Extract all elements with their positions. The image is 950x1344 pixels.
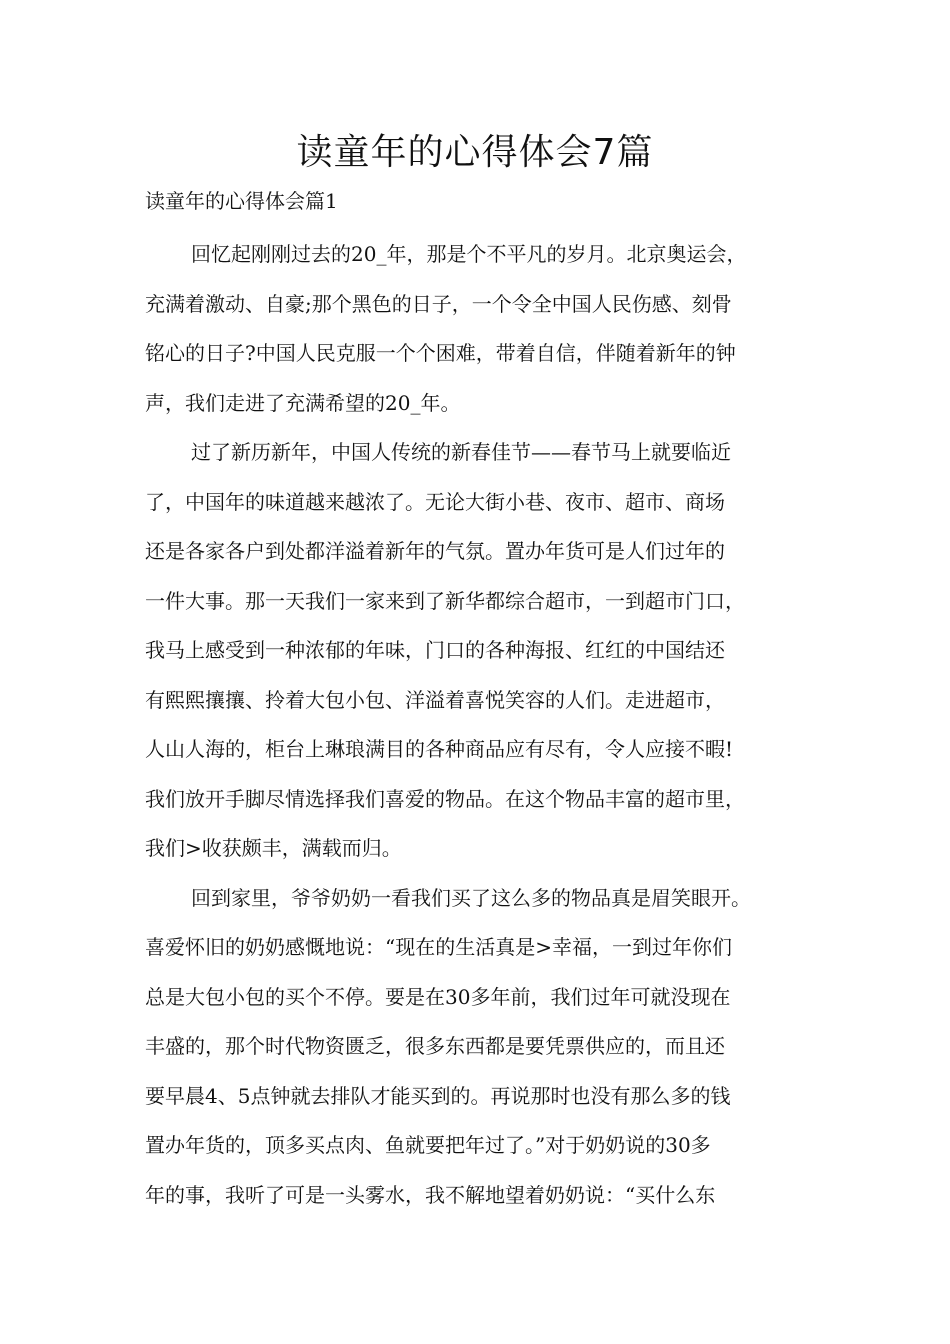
section-heading: 读童年的心得体会篇1 xyxy=(145,189,338,213)
paragraph-line: 丰盛的，那个时代物资匮乏，很多东西都是要凭票供应的，而且还 xyxy=(145,1034,725,1058)
paragraph-3 xyxy=(145,874,835,1221)
paragraph-line: 置办年货的，顶多买点肉、鱼就要把年过了。”对于奶奶说的30多 xyxy=(145,1133,711,1157)
document-title: 读童年的心得体会7篇 xyxy=(296,132,654,173)
paragraph-line: 人山人海的，柜台上琳琅满目的各种商品应有尽有，令人应接不暇! xyxy=(145,737,734,761)
paragraph-line: 了，中国年的味道越来越浓了。无论大街小巷、夜市、超市、商场 xyxy=(145,489,725,514)
paragraph-line: 有熙熙攘攘、拎着大包小包、洋溢着喜悦笑容的人们。走进超市， xyxy=(145,687,725,712)
paragraph-2 xyxy=(145,428,835,874)
paragraph-line: 我们放开手脚尽情选择我们喜爱的物品。在这个物品丰富的超市里， xyxy=(145,786,745,811)
paragraph-line: 年的事，我听了可是一头雾水，我不解地望着奶奶说：“买什么东 xyxy=(145,1182,716,1207)
paragraph-line: 总是大包小包的买个不停。要是在30多年前，我们过年可就没现在 xyxy=(145,984,731,1009)
paragraph-line: 回忆起刚刚过去的20_年，那是个不平凡的岁月。北京奥运会， xyxy=(191,242,747,266)
paragraph-line: 喜爱怀旧的奶奶感慨地说：“现在的生活真是>幸福，一到过年你们 xyxy=(145,935,732,959)
paragraph-1 xyxy=(145,230,835,428)
paragraph-line: 一件大事。那一天我们一家来到了新华都综合超市，一到超市门口， xyxy=(145,588,745,613)
paragraph-line: 我马上感受到一种浓郁的年味，门口的各种海报、红红的中国结还 xyxy=(145,638,725,662)
paragraph-line: 声，我们走进了充满希望的20_年。 xyxy=(145,390,461,415)
paragraph-line: 还是各家各户到处都洋溢着新年的气氛。置办年货可是人们过年的 xyxy=(145,539,725,563)
paragraph-line: 充满着激动、自豪;那个黑色的日子，一个令全中国人民伤感、刻骨 xyxy=(145,291,732,316)
paragraph-line: 要早晨4、5点钟就去排队才能买到的。再说那时也没有那么多的钱 xyxy=(145,1083,731,1108)
paragraph-line: 回到家里，爷爷奶奶一看我们买了这么多的物品真是眉笑眼开。 xyxy=(191,885,751,910)
paragraph-line: 我们>收获颇丰，满载而归。 xyxy=(145,836,402,860)
paragraph-line: 过了新历新年，中国人传统的新春佳节——春节马上就要临近 xyxy=(191,440,731,464)
document-body xyxy=(145,230,835,1220)
paragraph-line: 铭心的日子?中国人民克服一个个困难，带着自信，伴随着新年的钟 xyxy=(145,341,736,365)
